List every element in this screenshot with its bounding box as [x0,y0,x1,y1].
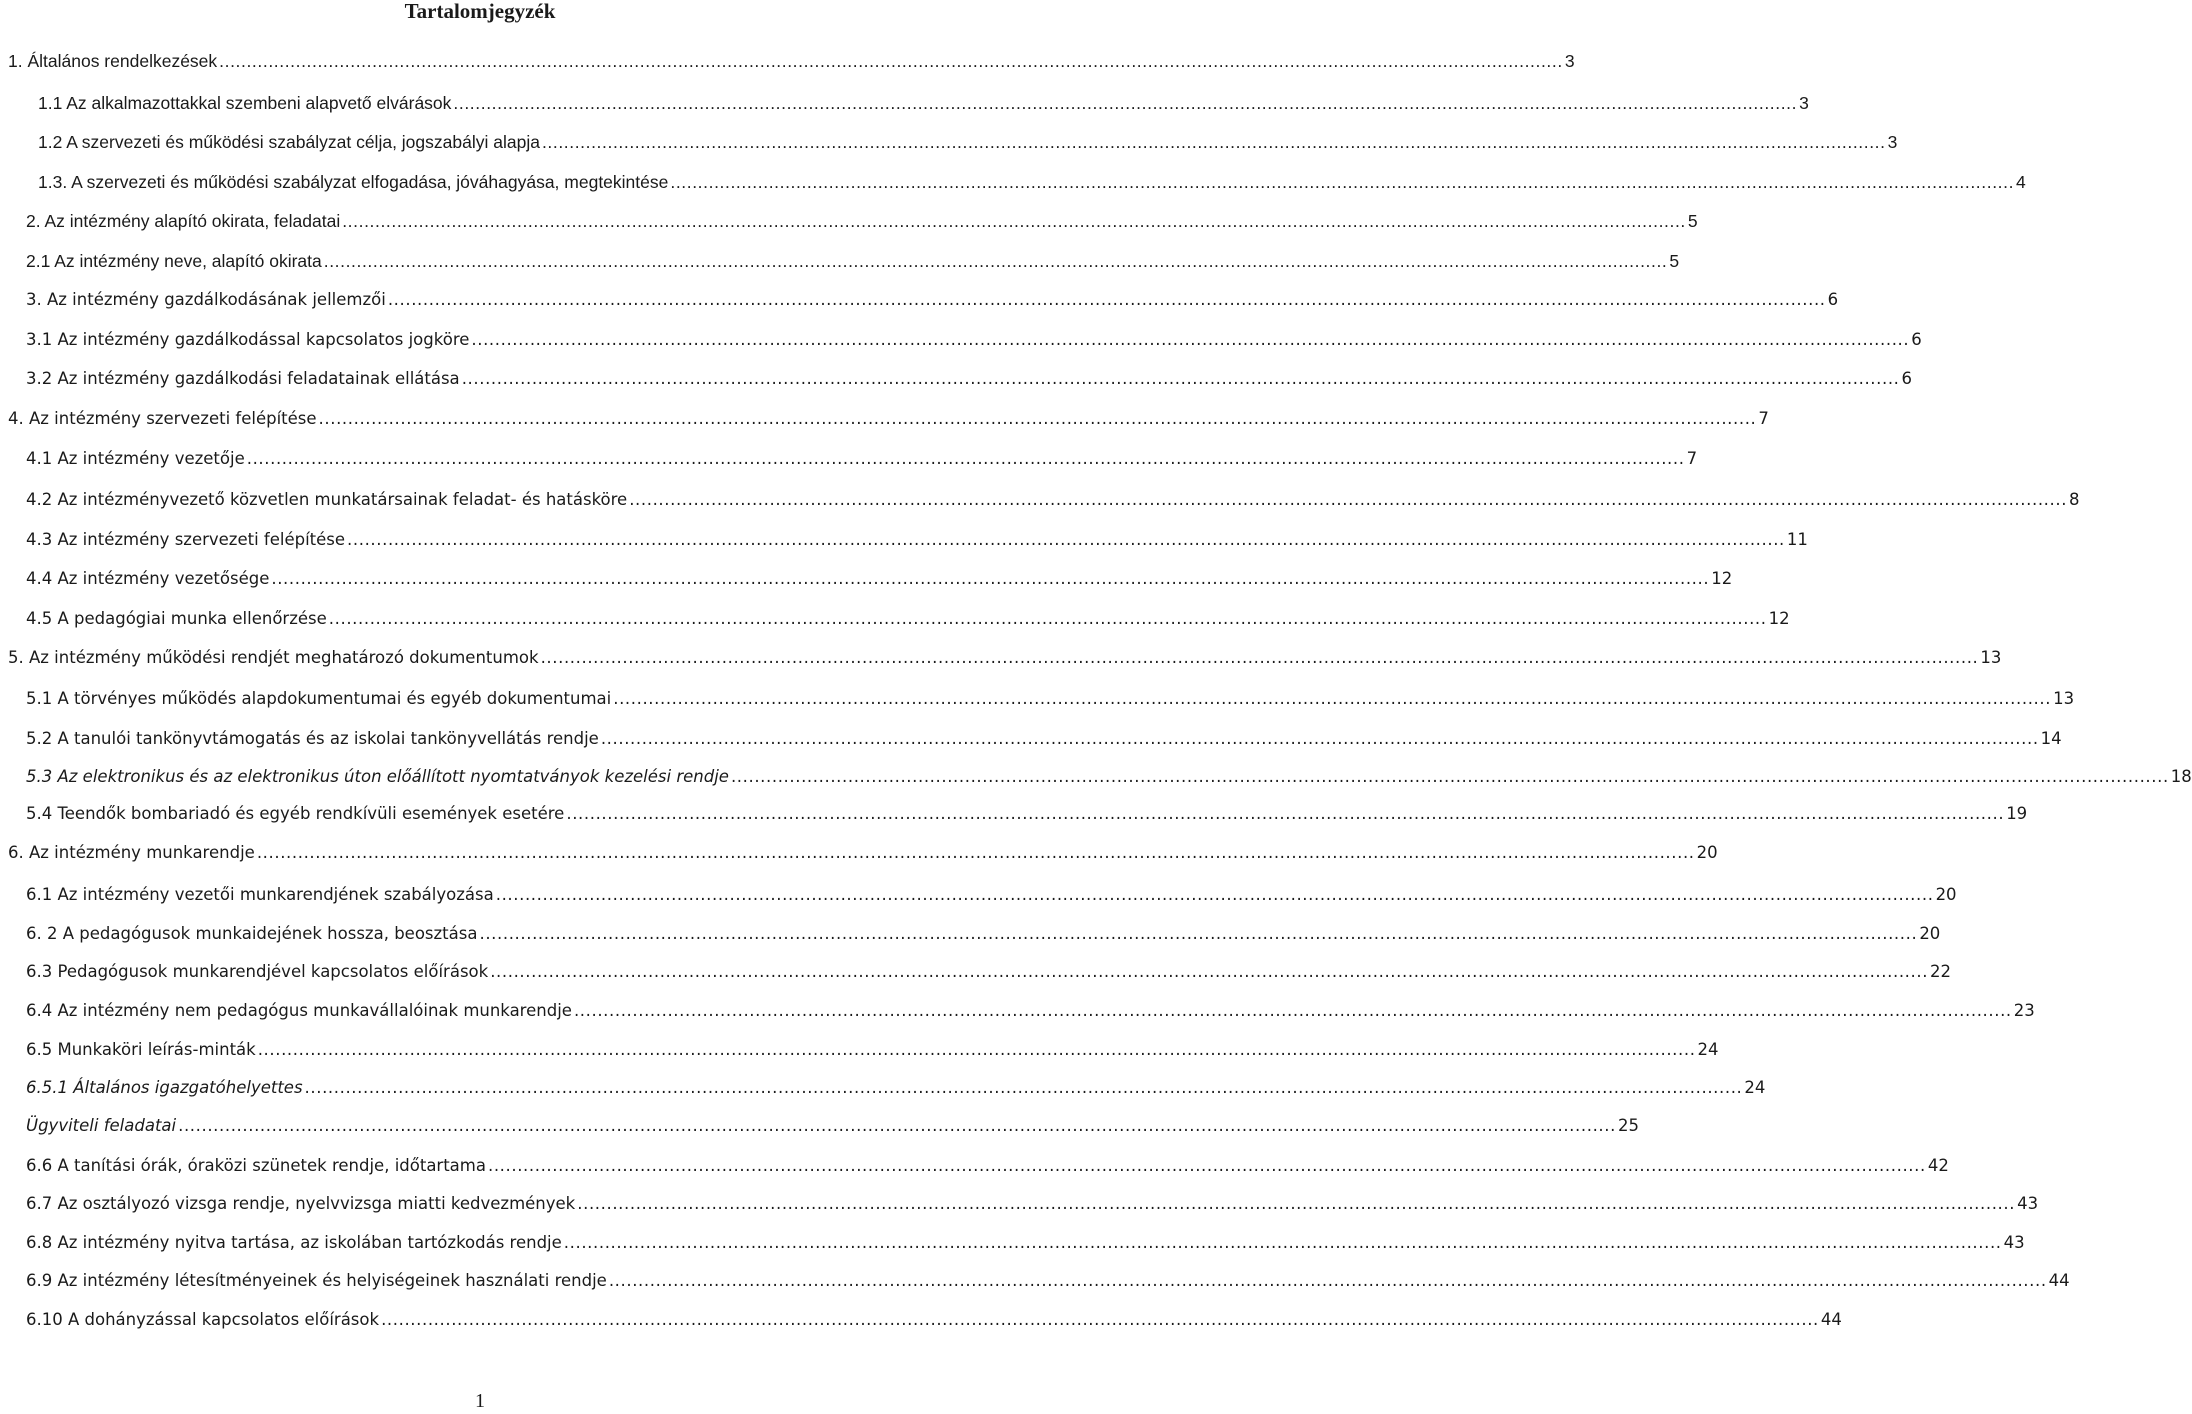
toc-entry-page: 44 [2048,1271,2070,1290]
toc-entry-text: 5.1 A törvényes működés alapdokumentumai és egyéb dokumentumai [26,689,612,708]
toc-entry-page: 3 [1799,93,1809,113]
toc-entry-text: 5.2 A tanulói tankönyvtámogatás és az iskolai tankönyvellátás rendje [26,729,599,748]
dot-leader [178,1113,1616,1139]
toc-entry-text: 1.3. A szervezeti és működési szabályzat elfogadása, jóváhagyása, megtekintése [38,172,669,192]
toc-entry-page: 6 [1911,330,1922,349]
toc-entry[interactable] [26,959,1952,985]
dot-leader [731,764,2169,790]
dot-leader [629,487,2067,513]
toc-entry-text: 4.1 Az intézmény vezetője [26,449,245,468]
toc-entry-page: 20 [1935,885,1957,904]
toc-entry-page: 12 [1711,569,1733,588]
toc-entry[interactable] [26,1191,2039,1217]
dot-leader [488,1153,1926,1179]
toc-entry-text: 6. 2 A pedagógusok munkaidejének hossza, beosztása [26,924,478,943]
toc-entry-text: 6.5 Munkaköri leírás-minták [26,1040,256,1059]
toc-entry-page: 24 [1744,1078,1766,1097]
toc-entry-page: 11 [1786,530,1808,549]
toc-entry-text: 6.4 Az intézmény nem pedagógus munkavállalóinak munkarendje [26,1001,572,1020]
toc-entry[interactable] [26,208,1698,234]
dot-leader [305,1075,1743,1101]
dot-leader [271,566,1709,592]
dot-leader [388,287,1826,313]
toc-entry[interactable] [26,1075,1766,1101]
toc-entry-text: 6.10 A dohányzással kapcsolatos előírások [26,1310,380,1329]
dot-leader [462,366,1900,392]
dot-leader [257,840,1695,866]
toc-entry[interactable] [26,998,2035,1024]
toc-entry-page: 6 [1901,369,1913,388]
dot-leader [564,1230,2002,1256]
toc-entry-text: 4.3 Az intézmény szervezeti felépítése [26,530,346,549]
toc-entry[interactable] [26,1307,1842,1333]
toc-entry-page: 7 [1758,409,1769,428]
toc-entry[interactable] [8,48,1575,74]
toc-entry-page: 5 [1669,251,1680,271]
toc-entry[interactable] [26,566,1733,592]
dot-leader [453,90,1797,116]
toc-entry[interactable] [26,527,1808,553]
toc-entry-page: 43 [2003,1233,2025,1252]
dot-leader [490,959,1928,985]
toc-entry-page: 19 [2006,804,2028,823]
toc-entry-text: 6.3 Pedagógusok munkarendjével kapcsolatos előírások [26,962,489,981]
toc-entry[interactable] [8,840,1718,866]
page-number: 1 [475,1390,485,1412]
toc-entry-text: 4. Az intézmény szervezeti felépítése [8,409,317,428]
toc-entry[interactable] [26,366,1913,392]
toc-entry-page: 18 [2170,767,2192,786]
toc-entry-text: 6.9 Az intézmény létesítményeinek és helyiségeinek használati rendje [26,1271,607,1290]
dot-leader [609,1268,2047,1294]
dot-leader [566,801,2004,827]
dot-leader [496,882,1934,908]
toc-entry[interactable] [26,446,1698,472]
toc-entry-page: 22 [1930,962,1952,981]
toc-entry-text: 1.1 Az alkalmazottakkal szembeni alapvető elvárások [38,93,452,113]
toc-entry[interactable] [26,287,1839,313]
toc-entry-text: 3.2 Az intézmény gazdálkodási feladatainak ellátása [26,369,460,388]
toc-entry-text: Ügyviteli feladatai [26,1116,177,1135]
dot-leader [471,327,1909,353]
toc-entry[interactable] [38,129,1898,155]
toc-entry[interactable] [26,1113,1639,1139]
toc-entry[interactable] [26,686,2075,712]
dot-leader [613,686,2051,712]
toc-entry-text: 2.1 Az intézmény neve, alapító okirata [26,251,322,271]
dot-leader [542,129,1886,155]
toc-entry-text: 4.4 Az intézmény vezetősége [26,569,270,588]
toc-entry-page: 43 [2017,1194,2039,1213]
toc-entry-text: 1.2 A szervezeti és működési szabályzat célja, jogszabályi alapja [38,132,540,152]
toc-entry-page: 6 [1827,290,1839,309]
toc-entry[interactable] [26,801,2028,827]
toc-entry-page: 20 [1919,924,1941,943]
toc-entry-text: 5.3 Az elektronikus és az elektronikus úton előállított nyomtatványok kezelési rendje [26,767,729,786]
toc-entry-page: 23 [2013,1001,2035,1020]
toc-entry[interactable] [26,882,1957,908]
toc-entry-page: 8 [2069,490,2080,509]
dot-leader [247,446,1685,472]
toc-entry-text: 6.1 Az intézmény vezetői munkarendjének szabályozása [26,885,494,904]
toc-entry-text: 3. Az intézmény gazdálkodásának jellemzői [26,290,386,309]
toc-entry-page: 7 [1686,449,1698,468]
dot-leader [574,998,2012,1024]
toc-entry-page: 13 [1980,648,2002,667]
dot-leader [219,48,1563,74]
toc-entry-page: 25 [1617,1116,1639,1135]
toc-entry-text: 2. Az intézmény alapító okirata, feladatai [26,211,341,231]
toc-entry[interactable] [38,169,2026,195]
toc-entry-page: 5 [1687,211,1698,231]
toc-entry-page: 3 [1564,51,1575,71]
dot-leader [577,1191,2015,1217]
toc-entry-page: 14 [2040,729,2062,748]
toc-entry-text: 3.1 Az intézmény gazdálkodással kapcsolatos jogköre [26,330,470,349]
toc-entry-text: 4.2 Az intézményvezető közvetlen munkatársainak feladat- és hatásköre [26,490,628,509]
dot-leader [347,527,1785,553]
toc-entry[interactable] [26,1037,1719,1063]
toc-entry[interactable] [26,921,1941,947]
toc-entry-text: 6.8 Az intézmény nyitva tartása, az iskolában tartózkodás rendje [26,1233,562,1252]
toc-entry[interactable] [26,327,1922,353]
toc-entry-page: 12 [1768,609,1790,628]
dot-leader [342,208,1686,234]
toc-entry[interactable] [26,764,2192,790]
toc-entry-text: 6. Az intézmény munkarendje [8,843,255,862]
toc-entry-text: 6.6 A tanítási órák, óraközi szünetek rendje, időtartama [26,1156,486,1175]
toc-entry-page: 42 [1927,1156,1949,1175]
toc-entry-page: 4 [2016,172,2026,192]
toc-entry-text: 6.7 Az osztályozó vizsga rendje, nyelvvizsga miatti kedvezmények [26,1194,576,1213]
dot-leader [601,726,2039,752]
toc-entry-page: 3 [1887,132,1898,152]
toc-entry-text: 1. Általános rendelkezések [8,51,218,71]
toc-entry[interactable] [26,726,2062,752]
dot-leader [381,1307,1819,1333]
dot-leader [324,248,1668,274]
dot-leader [258,1037,1696,1063]
dot-leader [479,921,1917,947]
dot-leader [541,645,1979,671]
toc-entry[interactable] [38,90,1809,116]
toc-title: Tartalomjegyzék [404,0,556,23]
dot-leader [319,406,1757,432]
toc-entry-page: 44 [1820,1310,1842,1329]
toc-entry[interactable] [26,1230,2025,1256]
toc-entry-text: 5.4 Teendők bombariadó és egyéb rendkívüli események esetére [26,804,565,823]
toc-entry[interactable] [26,248,1680,274]
toc-entry-page: 20 [1696,843,1718,862]
dot-leader [670,169,2014,195]
toc-entry-page: 13 [2053,689,2075,708]
dot-leader [329,606,1767,632]
toc-entry-text: 5. Az intézmény működési rendjét meghatározó dokumentumok [8,648,539,667]
toc-entry[interactable] [26,487,2080,513]
toc-entry-text: 6.5.1 Általános igazgatóhelyettes [26,1078,303,1097]
toc-entry-text: 4.5 A pedagógiai munka ellenőrzése [26,609,327,628]
toc-entry-page: 24 [1697,1040,1719,1059]
toc-entry[interactable] [8,645,2002,671]
toc-entry[interactable] [26,1268,2070,1294]
toc-entry[interactable] [8,406,1769,432]
toc-entry[interactable] [26,1153,1949,1179]
toc-entry[interactable] [26,606,1790,632]
